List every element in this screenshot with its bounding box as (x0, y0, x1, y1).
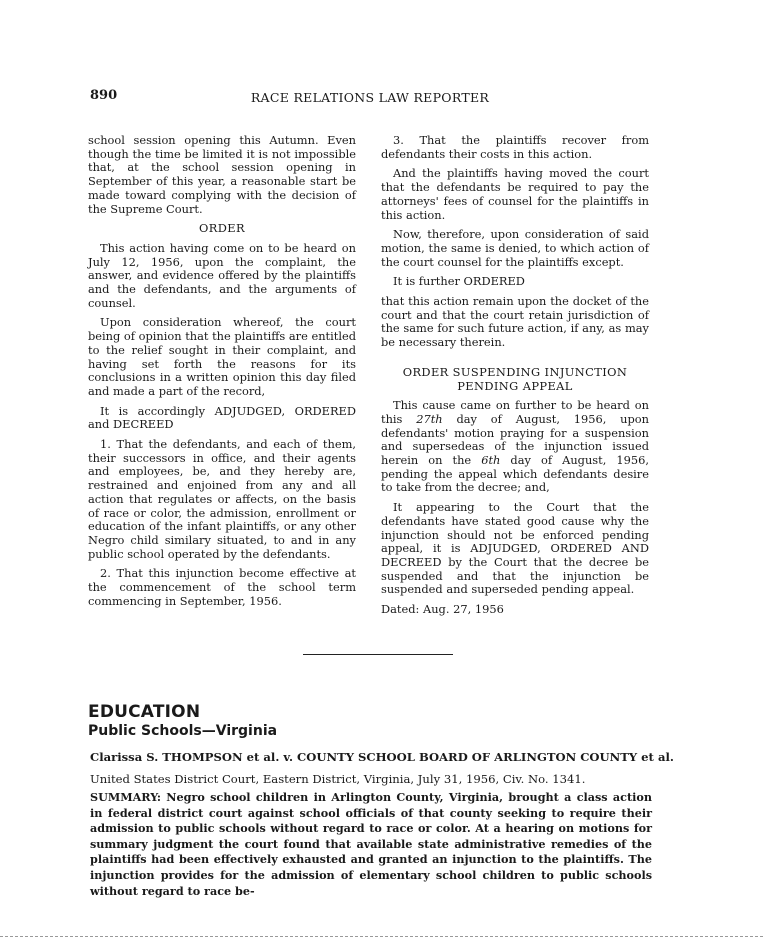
paragraph-item-3: 3. That the plaintiffs recover from defendants their costs in this action. (381, 133, 649, 161)
paragraph-action: This action having come on to be heard on July 12, 1956, upon the complaint, the answer, and evidence offered by the plaintiffs and the defendants, and the arguments of counsel. (88, 240, 356, 310)
cause-day-27: 27th (416, 411, 443, 426)
paragraph-item-1: 1. That the defendants, and each of them, their successors in office, and their agents and employees, be, and they hereby are, restrained and enjoined from any and all action that regulates or affects, on the basis of race or color, the admission, enrollment or education of the infant plaintiffs, or any other Negro child similary situated, to and in any public school operated by the defendants. (88, 437, 356, 561)
paragraph-appearing: It appearing to the Court that the defendants have stated good cause why the injunction should not be enforced pending appeal, it is ADJUDGED, ORDERED AND DECREED by the Court that the decree be suspended and that the injunction be suspended and superseded pending appeal. (381, 500, 649, 597)
running-head: RACE RELATIONS LAW REPORTER (250, 90, 490, 105)
paragraph-item-2: 2. That this injunction become effective at the commencement of the school term commencing in September, 1956. (88, 566, 356, 608)
cause-text-5: day of August, 1956, pending the appeal which defendants desire to take from the decree; and, (381, 453, 649, 495)
page-number: 890 (90, 88, 118, 103)
paragraph-docket: that this action remain upon the docket of the court and that the court retain jurisdiction of the same for such future action, if any, as may be necessary therein. (381, 294, 649, 350)
suspend-heading-line-2: PENDING APPEAL (457, 378, 573, 393)
bottom-edge-line (0, 936, 763, 937)
left-column (88, 134, 356, 615)
suspend-heading-line-1: ORDER SUSPENDING INJUNCTION (402, 364, 628, 379)
cause-text-3: day of August, 1956, upon defendants' motion praying for a suspension and supersedeas of the injunction issued herein on the (381, 411, 650, 468)
suspend-heading (381, 366, 649, 393)
court-line: United States District Court, Eastern District, Virginia, July 31, 1956, Civ. No. 1341. (90, 772, 586, 786)
dated-line: Dated: Aug. 27, 1956 (381, 602, 504, 617)
paragraph-now: Now, therefore, upon consideration of said motion, the same is denied, to which action of the court counsel for the plaintiffs except. (381, 227, 649, 269)
divider-rule (303, 654, 453, 655)
summary-paragraph: SUMMARY: Negro school children in Arlington County, Virginia, brought a class action in federal district court against school officials of that county seeking to require their admission to public schools without regard to race or color. At a hearing on motions for summary judgment the court found that available state administrative remedies of the plaintiffs had been effectively exhausted and granted an injunction to the plaintiffs. The injunction provides for the admission of elementary school children to public schools without regard to race be- (90, 790, 652, 898)
case-caption: Clarissa S. THOMPSON et al. v. COUNTY SCHOOL BOARD OF ARLINGTON COUNTY et al. (90, 750, 674, 764)
paragraph-intro: school session opening this Autumn. Even though the time be limited it is not impossible that, at the school session opening in September of this year, a reasonable start be made toward complying with the decision of the Supreme Court. (88, 133, 356, 216)
paragraph-further: It is further ORDERED (393, 274, 525, 289)
order-heading: ORDER (199, 221, 245, 236)
section-subheading: Public Schools—Virginia (88, 723, 278, 739)
paragraph-adjudged: It is accordingly ADJUDGED, ORDERED and DECREED (88, 403, 356, 432)
paragraph-consideration: Upon consideration whereof, the court being of opinion that the plaintiffs are entitled to the relief sought in their complaint, and having set forth the reasons for its conclusions in a written opinion this day filed and made a part of the record, (88, 315, 357, 398)
cause-text-1: This cause came on further to be heard on this (381, 398, 649, 426)
section-heading: EDUCATION (88, 702, 201, 722)
paragraph-cause (381, 399, 649, 495)
right-column (381, 134, 649, 617)
paragraph-fees: And the plaintiffs having moved the court that the defendants be required to pay the attorneys' fees of counsel for the plaintiffs in this action. (381, 166, 649, 222)
cause-day-6: 6th (481, 453, 501, 468)
